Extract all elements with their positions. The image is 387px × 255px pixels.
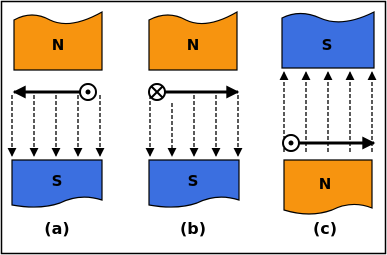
dot-out-of-page-icon — [80, 84, 96, 100]
north-pole-label: N — [186, 36, 200, 54]
south-pole-label: S — [187, 172, 199, 190]
south-pole-label: S — [51, 172, 63, 190]
dot-out-of-page-icon — [283, 135, 299, 151]
north-pole-label: N — [318, 175, 332, 193]
panel-caption: (c) — [312, 219, 338, 238]
south-pole-label: S — [321, 36, 333, 54]
cross-into-page-icon — [149, 84, 165, 100]
panel-caption: (b) — [179, 219, 207, 238]
panel-caption: (a) — [44, 219, 70, 238]
north-pole-label: N — [51, 36, 65, 54]
